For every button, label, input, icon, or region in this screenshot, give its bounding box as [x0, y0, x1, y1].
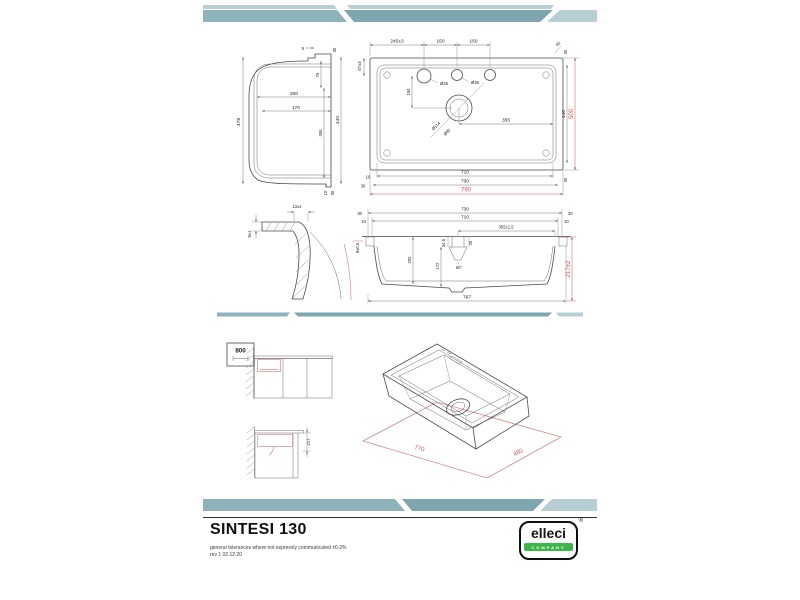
wall-hatch [246, 348, 254, 396]
bowl-outline [254, 64, 331, 178]
footer-notes [210, 545, 346, 558]
drain-3d [444, 396, 472, 418]
dim-label: Ø35 [471, 80, 479, 85]
cabinet-run [255, 359, 333, 399]
dim-label: 10 [365, 174, 371, 180]
corner-detail-drawing [247, 204, 351, 300]
dim-label: 355 [501, 118, 511, 124]
logo-tagline-bar [524, 543, 573, 551]
sink-outer-rect [370, 58, 563, 170]
dim-label: 30 [360, 183, 366, 189]
basin-rim-rect [377, 65, 556, 163]
cutout-length-label: 770 [413, 444, 425, 454]
dim-label: 710 [460, 170, 470, 176]
cutout-width-label: 480 [512, 448, 525, 459]
hatch-lines [266, 222, 309, 298]
installation-side-view [247, 426, 311, 478]
dim-label: 200 [407, 256, 412, 264]
dim-label: 440 [336, 115, 341, 125]
cabinet-side [255, 433, 298, 478]
model-title: SINTESI 130 [210, 521, 307, 538]
dim-label: 478 [237, 117, 242, 127]
dim-label: 67±3 [357, 61, 362, 71]
rim-slab [262, 222, 299, 231]
dim-label: 45 [554, 40, 562, 48]
registered-mark-icon: ® [578, 518, 583, 524]
corner-detail-circle [543, 72, 549, 78]
dim-label: 150 [406, 88, 411, 96]
dim-label: 25 [468, 240, 473, 246]
elleci-logo [519, 518, 583, 560]
basin-bottom [410, 381, 505, 430]
tap-hole [417, 69, 431, 83]
sink-flange-step [308, 54, 315, 61]
bowl-arc [310, 232, 341, 299]
dim-label-red: 790 [460, 187, 472, 194]
basin-inner-rect [380, 68, 553, 160]
dim-label: 30 [563, 177, 568, 183]
wall-hatch [247, 427, 255, 475]
dim-label: 172 [435, 262, 440, 270]
dim-label: 217 [306, 438, 311, 446]
drain-3d-inner [450, 400, 466, 413]
side-view-drawing [236, 46, 341, 195]
corner-detail-circle [543, 150, 549, 156]
footer-divider [203, 517, 597, 518]
dim-label: 440 [562, 109, 567, 119]
dim-label: 13±1 [292, 204, 302, 209]
brand-name: elleci [530, 525, 567, 541]
dim-label: 200 [289, 92, 299, 97]
dim-label: 75 [315, 72, 320, 78]
countertop [254, 356, 333, 359]
rim-inner [391, 350, 519, 423]
tap-hole [452, 70, 463, 81]
dim-label: 9±1 [247, 230, 252, 238]
tap-hole-section [449, 237, 467, 260]
dim-label: 767 [462, 295, 472, 301]
tagline-text: COMPANY [531, 544, 566, 550]
drain-pipe [269, 447, 274, 456]
dim-label: Ø35 [440, 81, 448, 86]
dim-label: 150 [436, 39, 445, 45]
dim-label: 355 [318, 129, 323, 137]
section-view-drawing [353, 207, 576, 304]
dim-label: Ø114 [430, 120, 442, 132]
dim-label: 60° [455, 265, 463, 270]
rim-block-right [559, 237, 567, 246]
dim-label: 170 [291, 106, 301, 111]
dim-label: 34,5 [441, 238, 446, 248]
dim-label: 9 [301, 46, 304, 51]
dim-label-red: 217±2 [566, 260, 572, 278]
bowl-arc-red [344, 244, 351, 300]
countertop [255, 431, 304, 434]
bottom-decor-band [203, 499, 597, 511]
dim-label-red: 500 [569, 108, 575, 120]
wall-outer-edge [299, 222, 310, 299]
top-view-drawing [357, 39, 579, 197]
dim-label: 150 [469, 39, 478, 45]
dim-label: 30 [568, 211, 573, 216]
sink-outer-shell [249, 61, 326, 187]
installation-front-view [227, 343, 333, 399]
dim-label: 730 [460, 179, 470, 185]
bowl-inner-line [257, 67, 331, 175]
basin-walls [399, 355, 510, 430]
dim-label: 245±3 [390, 39, 404, 45]
middle-decor-band [217, 313, 583, 317]
dim-label: 30 [357, 211, 362, 216]
dim-label: 30 [563, 49, 568, 55]
dim-label: 10 [361, 219, 366, 224]
corner-detail-circle [384, 150, 390, 156]
cabinet-size-box [227, 343, 254, 366]
dim-label: 10 [564, 219, 569, 224]
dim-label: 355±1,5 [498, 224, 514, 230]
dim-label: 10 [323, 190, 328, 196]
dim-label: 730 [460, 207, 470, 213]
cabinet-size-label: 800 [235, 347, 246, 355]
dim-label: 30 [330, 190, 335, 196]
tap-hole [485, 70, 496, 81]
dim-label: 710 [460, 215, 470, 221]
top-decor-band [203, 5, 597, 22]
corner-detail-circle [384, 72, 390, 78]
dim-label: Ø90 [442, 127, 452, 137]
dim-label: 9±0,5 [355, 242, 360, 254]
revision-text: rev 1 02.12.20 [210, 551, 242, 558]
dim-label: 30 [332, 47, 337, 53]
isometric-view [363, 344, 561, 478]
rim-block-left [366, 237, 374, 246]
tolerance-text: general tolerances where not expressly communicated ±0.2% [210, 545, 347, 551]
sink-outline-side [258, 435, 293, 447]
